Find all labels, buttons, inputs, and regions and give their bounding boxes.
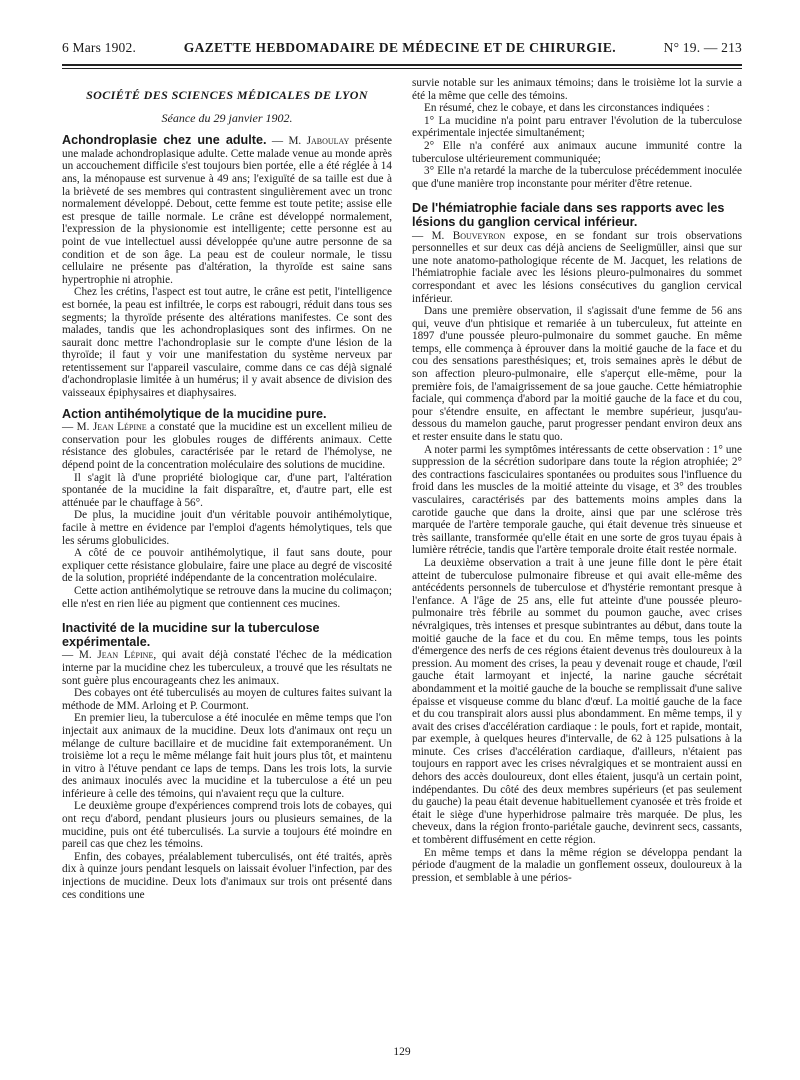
paragraph: Des cobayes ont été tuberculisés au moyen de cultures faites suivant la méthode de MM. Arloing et P. Courmont. <box>62 687 392 712</box>
paragraph: 2° Elle n'a conféré aux animaux aucune immunité contre la tuberculose ultérieurement communiquée; <box>412 139 742 165</box>
header-page-number: N° 19. — 213 <box>663 40 742 55</box>
paragraph: Enfin, des cobayes, préalablement tuberculisés, ont été traités, après dix à quinze jours pendant lesquels on laissait évoluer l'infection, par des injections de mucidine. Deux lots d'animaux sur trois ont présenté dans ces conditions une <box>62 850 392 901</box>
section-title: De l'hémiatrophie faciale dans ses rapports avec les lésions du ganglion cervical inférieur. <box>412 201 725 229</box>
section-title: Achondroplasie chez une adulte. <box>62 133 267 148</box>
paragraph: Chez les crétins, l'aspect est tout autre, le crâne est petit, l'intelligence est bornée, la peau est infiltrée, le corps est rabougri, réduit dans tous ses segments; la thyroïde présente des altérations manifestes. Ce sont des malades, tandis que les achondroplasiques sont des infirmes. On ne saurait donc mettre l'achondroplasie sur le compte d'une lésion de la thyroïde; il faut y voir une manifestation du système nerveux par retentissement sur l'appareil vasculaire, comme dans ce cas déjà signalé d'achondroplasie limitée à un humérus; il y avait absence de division des vaisseaux épiphysaires et diaphysaires. <box>62 286 392 400</box>
author-name: M. Jean Lépine <box>78 649 154 662</box>
paragraph: Cette action antihémolytique se retrouve dans la mucine du colimaçon; elle n'est en rien liée au pigment que contiennent ces mucines. <box>62 584 392 610</box>
paragraph: En premier lieu, la tuberculose a été inoculée en même temps que l'on injectait aux animaux de la mucidine. Deux lots d'animaux ont reçu un mélange de culture bacillaire et de mucidine fait extemporanément. Un troisième lot a reçu le même mélange fait huit jours plus tôt, et maintenu in vitro à l'étuve pendant ce laps de temps. Dans les trois lots, la survie des animaux inoculés avec la mucidine et la tuberculose a été un peu inférieure à celle des témoins, qui n'avaient reçu que la culture. <box>62 712 392 800</box>
paragraph-text: a constaté que la mucidine est un excellent milieu de conservation pour les globules rouges de différents animaux. Cette résistance des globules, caractérisée par le retard de l'hémolyse, ne dépend point de la concentration moléculaire des solutions de mucidine. <box>62 421 393 472</box>
paragraph: 3° Elle n'a retardé la marche de la tuberculose précédemment inoculée que d'une manière trop inconstante pour mériter d'être retenue. <box>412 165 742 190</box>
section-achondroplasie: Achondroplasie chez une adulte. — M. Jaboulay présente une malade achondroplasique adulte. Cette malade venue au monde après un accouchement difficile s'est toujours bien portée, elle a été réglée à 14 ans, la ménopause est survenue à 49 ans; l'exiguïté de sa taille est due à la brièveté de ses membres qui contrastent singulièrement avec un tronc normalement développé. Debout, cette femme est toute petite; assise elle est presque de taille normale. Le crâne est développé normalement, l'expression de la physionomie est intelligente; cette personne est au point de vue intellectuel aussi développée qu'une autre personne de sa condition et de son âge. La peau est de couleur normale, le tissu cellulaire ne présente pas d'altération, la thyroïde est saine sans hypertrophie ni atrophie. <box>62 133 393 286</box>
session-date: Séance du 29 janvier 1902. <box>161 110 293 125</box>
two-column-body <box>62 77 742 901</box>
section-title: Inactivité de la mucidine sur la tuberculose expérimentale. <box>62 621 320 649</box>
author-name: M. Jean Lépine <box>76 421 147 434</box>
paragraph: De plus, la mucidine jouit d'un véritable pouvoir antihémolytique, facile à mettre en évidence par l'emploi d'agents hémolytiques, tels que les sérums globulicides. <box>62 509 392 547</box>
paragraph: En résumé, chez le cobaye, et dans les circonstances indiquées : <box>424 102 710 115</box>
header-rule <box>62 64 742 66</box>
header-journal-title: GAZETTE HEBDOMADAIRE DE MÉDECINE ET DE CHIRURGIE. <box>183 40 616 55</box>
paragraph: — M. Jean Lépine, qui avait déjà constaté l'échec de la médication interne par la mucidine chez les tuberculeux, a trouvé que les résultats ne sont guère plus encourageants chez les animaux. <box>62 649 392 687</box>
page-footer-number: 129 <box>393 1046 411 1058</box>
paragraph: Il s'agit là d'une propriété biologique car, d'une part, l'altération spontanée de la mucidine la fait disparaître, et, d'autre part, elle est atténuée par le chauffage à 56°. <box>62 471 392 509</box>
right-column <box>412 77 742 901</box>
paragraph: Dans une première observation, il s'agissait d'une femme de 56 ans qui, veuve d'un phtisique et remariée à un tuberculeux, fut atteinte en 1897 d'une poussée pleuro-pulmonaire du sommet gauche. En même temps, elle commença à éprouver dans la moitié gauche de la face et du cou des sensations paresthésiques; et, trois semaines après le début de son affection pleuro-pulmonaire, elle s'aperçut elle-même, pour la première fois, de l'amaigrissement de sa joue gauche. Cette hémiatrophie faciale, qui commença d'abord par la moitié gauche de la face et du cou, pour s'étendre ensuite, en affectant le membre supérieur, jusqu'au-dessous du mamelon gauche, parut progresser pendant environ deux ans et rester ensuite dans le statu quo. <box>412 305 742 444</box>
paragraph: survie notable sur les animaux témoins; dans le troisième lot la survie a été la même que celle des témoins. <box>412 77 742 102</box>
journal-page <box>62 40 742 1060</box>
author-name: M. Jaboulay <box>288 135 350 148</box>
paragraph: La deuxième observation a trait à une jeune fille dont le père était atteint de tuberculose pulmonaire fibreuse et qui avait elle-même des antécédents personnels de tuberculose et d'hystérie remontant presque à l'enfance. A l'âge de 25 ans, elle fut atteinte d'une poussée pleuro-pulmonaire très fébrile au sommet du poumon gauche, avec crises névralgiques, très intenses et presque subintrantes au début, dans toute la moitié gauche de la face et du cou. En même temps, tous les points d'émergence des nerfs de ces régions étaient devenus très douloureux à la pression. Au moment des crises, la peau y devenait rouge et chaude, l'œil gauche était larmoyant et injecté, la narine gauche sécrétait abondamment et la moitié gauche de la bouche se remplissait d'une salive épaisse et visqueuse comme du blanc d'œuf. La moitié gauche de la face et du cou transpirait alors aussi plus abondamment. En même temps, il y avait des crises d'accélération cardiaque : le pouls, fort et rapide, montait, par exemple, à quelques heures d'intervalle, de 62 à 125 pulsations à la minute. Ces crises d'accélération cardiaque, d'ailleurs, n'étaient pas toujours en rapport avec les crises névralgiques et se montraient aussi en dehors des accès douloureux, dont elles étaient, jusqu'à un certain point, indépendantes. Du côté des deux membres supérieurs (et pas seulement du gauche) la peau était devenue habituellement cyanosée et très froide et était le siège d'une hyperhidrose palmaire très marquée. De plus, les cheveux, dans la région fronto-pariétale gauche, devinrent secs, cassants, et tombèrent diffusément en cette région. <box>412 556 742 847</box>
left-column <box>62 77 392 901</box>
section-title: Action antihémolytique de la mucidine pure. <box>62 406 327 421</box>
running-header <box>62 40 742 58</box>
paragraph: A noter parmi les symptômes intéressants de cette observation : 1° une suppression de la sécrétion sudoripare dans toute la région atrophiée; 2° des contractions fasciculaires spontanées ou produites sous l'influence du froid dans les muscles de la moitié atteinte du visage, et 3° des troubles vasculaires, caractérisés par des battements moins amples dans la carotide gauche que dans la droite, ainsi que par une sclérose très marquée de l'artère temporale gauche, qui était devenue très sinueuse et très saillante, transformée qu'elle était en une sorte de gros tuyau épais à lumière rétrécie, tandis que l'artère temporale droite était restée normale. <box>412 443 742 557</box>
paragraph: — M. Bouveyron expose, en se fondant sur trois observations personnelles et sur deux cas déjà anciens de Seeligmüller, ainsi que sur une note anatomo-pathologique récente de M. Jacquet, les relations de l'hémiatrophie faciale avec les lésions pleuro-pulmonaires du sommet correspondant et avec les lésions consécutives du ganglion cervical inférieur. <box>412 229 743 305</box>
paragraph-text: expose, en se fondant sur trois observations personnelles et sur deux cas déjà anciens de Seeligmüller, ainsi que sur une note anatomo-pathologique récente de M. Jacquet, les relations de l'hémiatrophie faciale avec les lésions pleuro-pulmonaires du sommet correspondant et avec les lésions consécutives du ganglion cervical inférieur. <box>412 229 743 305</box>
paragraph-text: , qui avait déjà constaté l'échec de la médication interne par la mucidine chez les tuberculeux, a trouvé que les résultats ne sont guère plus encourageants chez les animaux. <box>62 649 392 687</box>
paragraph: A côté de ce pouvoir antihémolytique, il faut sans doute, pour expliquer cette résistance globulaire, faire une place au degré de viscosité de la solution, propriété indépendante de la concentration moléculaire. <box>62 547 392 585</box>
author-name: M. Bouveyron <box>431 229 506 242</box>
paragraph: Le deuxième groupe d'expériences comprend trois lots de cobayes, qui ont reçu d'abord, pendant plusieurs jours ou plusieurs semaines, de la mucidine, puis ont été tuberculisés. La survie a toujours été moindre en pareil cas que chez les témoins. <box>62 800 392 851</box>
header-date: 6 Mars 1902. <box>62 40 137 55</box>
society-heading: SOCIÉTÉ DES SCIENCES MÉDICALES DE LYON <box>86 88 368 102</box>
paragraph: — M. Jean Lépine a constaté que la mucidine est un excellent milieu de conservation pour les globules rouges de différents animaux. Cette résistance des globules, caractérisée par le retard de l'hémolyse, ne dépend point de la concentration moléculaire des solutions de mucidine. <box>62 421 393 472</box>
paragraph: présente une malade achondroplasique adulte. Cette malade venue au monde après un accouchement difficile s'est toujours bien portée, elle a été réglée à 14 ans, la ménopause est survenue à 49 ans; l'exiguïté de sa taille est due à la brièveté de ses membres qui contrastent singulièrement avec un tronc normalement développé. Debout, cette femme est toute petite; assise elle est presque de taille normale. Le crâne est développé normalement, l'expression de la physionomie est intelligente; cette personne est au point de vue intellectuel aussi développée qu'une autre personne de sa condition et de son âge. La peau est de couleur normale, le tissu cellulaire ne présente pas d'altération, la thyroïde est saine sans hypertrophie ni atrophie. <box>62 135 393 286</box>
header-rule-thin <box>62 68 742 69</box>
paragraph: En même temps et dans la même région se développa pendant la période d'augment de la maladie un gonflement osseux, douloureux à la pression, et semblable à une périos- <box>412 846 742 884</box>
paragraph: 1° La mucidine n'a point paru entraver l'évolution de la tuberculose expérimentale injectée simultanément; <box>412 114 742 140</box>
